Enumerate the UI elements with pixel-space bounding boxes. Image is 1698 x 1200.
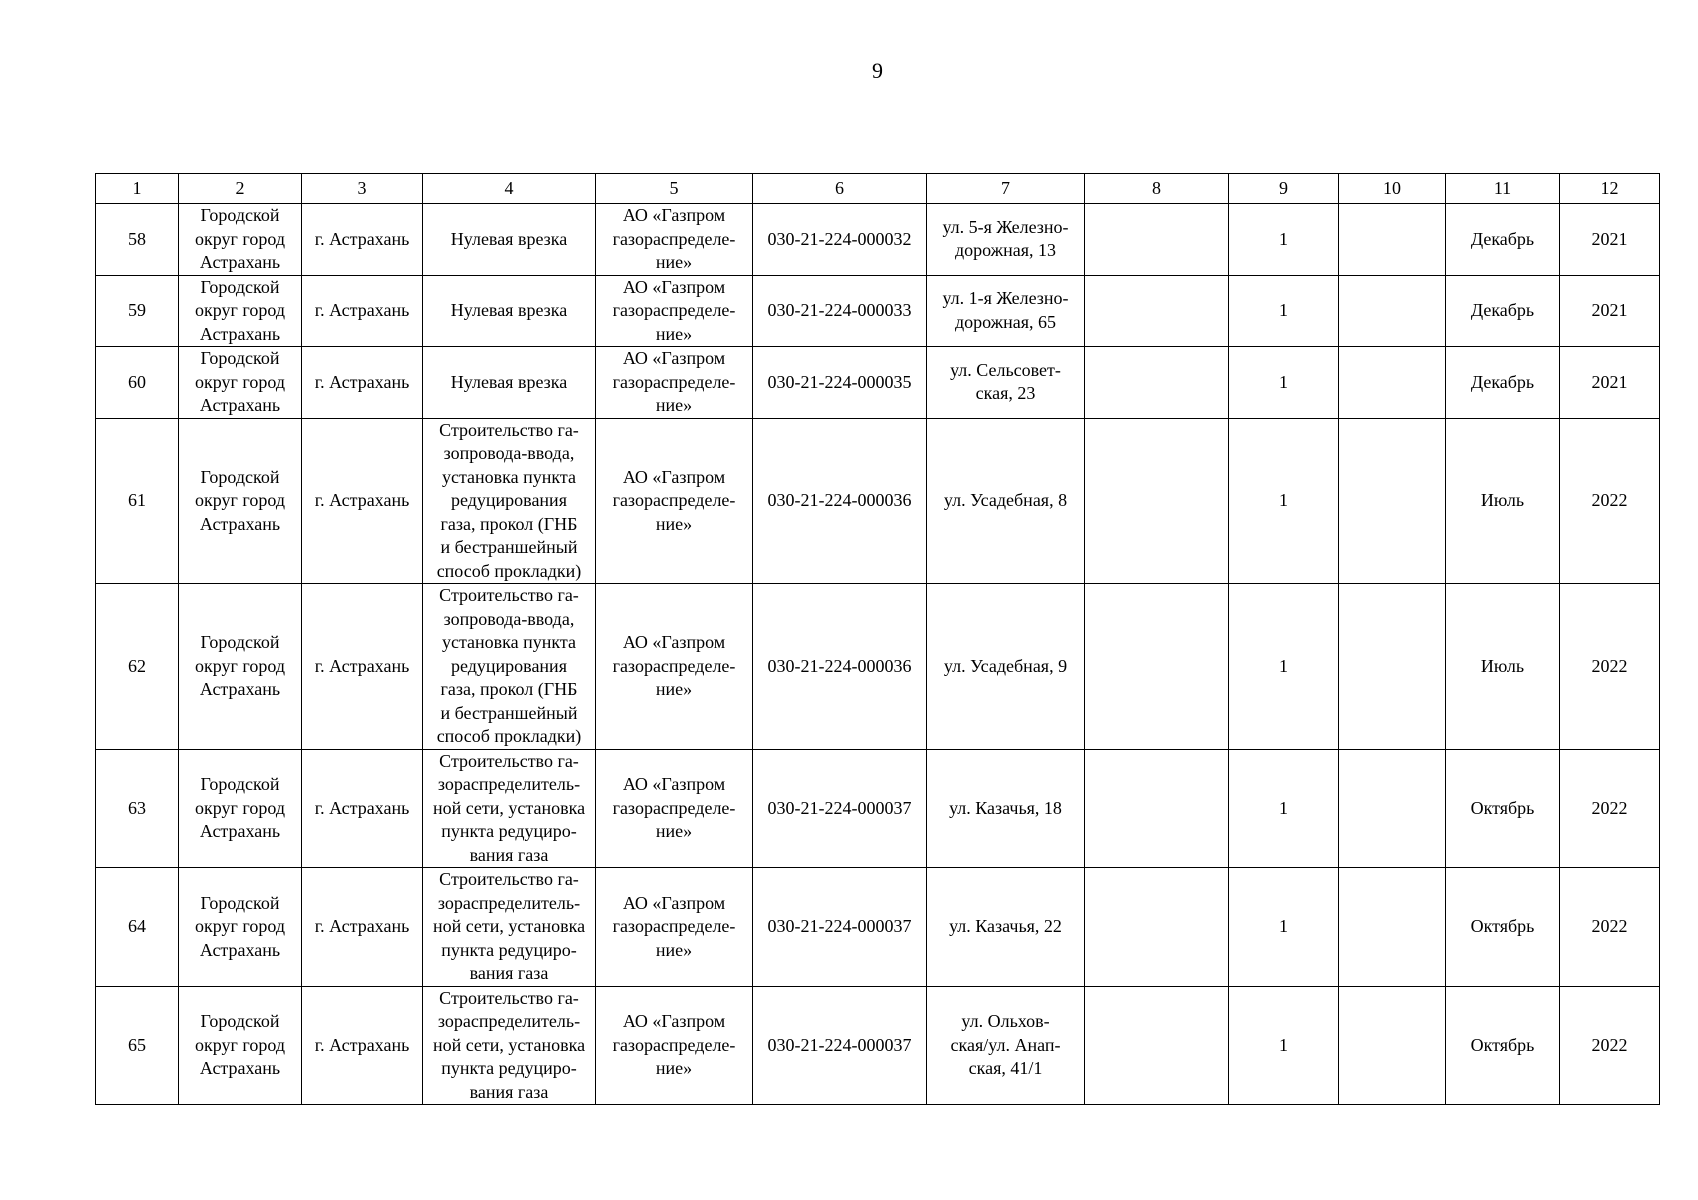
organization-line: ние» [655,513,693,534]
district-line: Астрахань [199,679,281,699]
district-cell [179,868,302,987]
organization-line: АО «Газпром [622,205,726,225]
quantity-cell: 1 [1229,275,1339,347]
work-type-line: ной сети, установка [432,1034,586,1055]
address-cell [927,418,1085,584]
column-10-cell [1339,584,1446,750]
organization-line: газораспределе- [612,371,736,392]
row-number-cell: 65 [96,986,179,1105]
district-cell [179,347,302,419]
column-10-cell [1339,418,1446,584]
month-cell: Октябрь [1446,749,1560,868]
work-type-cell [423,418,596,584]
work-type-cell [423,868,596,987]
organization-line: ние» [655,821,693,841]
month-cell: Октябрь [1446,986,1560,1105]
city-cell: г. Астрахань [302,986,423,1105]
work-type-line: вания газа [469,1081,549,1102]
gas-works-table [95,173,1660,1105]
work-type-line: Нулевая врезка [450,300,568,320]
quantity-cell: 1 [1229,868,1339,987]
row-number-cell: 63 [96,749,179,868]
year-cell: 2021 [1560,275,1660,347]
district-line: Городской [200,632,280,652]
organization-line: АО «Газпром [622,1011,726,1031]
district-line: округ город [195,916,285,936]
column-header: 11 [1446,174,1560,204]
city-cell: г. Астрахань [302,204,423,276]
work-type-line: зопровода-ввода, [443,443,575,463]
month-cell: Декабрь [1446,275,1560,347]
organization-line: газораспределе- [612,1034,736,1055]
table-row [96,986,1660,1105]
work-type-line: Строительство га- [439,869,579,889]
row-number-cell: 59 [96,275,179,347]
object-code-cell: 030-21-224-000036 [753,418,927,584]
column-header: 1 [96,174,179,204]
table-row [96,204,1660,276]
column-10-cell [1339,986,1446,1105]
month-cell: Октябрь [1446,868,1560,987]
district-cell [179,204,302,276]
column-header: 6 [753,174,927,204]
city-cell: г. Астрахань [302,868,423,987]
quantity-cell: 1 [1229,347,1339,419]
work-type-line: вания газа [469,844,549,865]
organization-cell [596,868,753,987]
object-code-cell: 030-21-224-000037 [753,986,927,1105]
work-type-cell [423,275,596,347]
district-line: округ город [195,1034,285,1055]
organization-line: газораспределе- [612,797,736,818]
column-8-cell [1085,347,1229,419]
city-cell: г. Астрахань [302,584,423,750]
organization-line: газораспределе- [612,490,736,510]
address-line: ул. 1-я Железно- [942,288,1069,309]
organization-cell [596,418,753,584]
organization-cell [596,986,753,1105]
header-row [96,174,1660,204]
address-line: ул. Сельсовет- [950,359,1061,380]
column-8-cell [1085,275,1229,347]
address-cell [927,347,1085,419]
work-type-line: Строительство га- [439,987,579,1008]
work-type-cell [423,347,596,419]
organization-line: ние» [655,679,693,699]
district-cell [179,749,302,868]
district-line: Городской [200,892,280,913]
district-line: Астрахань [199,395,281,415]
organization-line: газораспределе- [612,300,736,320]
organization-line: ние» [655,939,693,960]
year-cell: 2022 [1560,868,1660,987]
month-cell: Декабрь [1446,347,1560,419]
quantity-cell: 1 [1229,418,1339,584]
column-header: 7 [927,174,1085,204]
column-header: 4 [423,174,596,204]
address-line: дорожная, 13 [954,240,1057,261]
column-header: 9 [1229,174,1339,204]
district-line: Астрахань [199,939,281,960]
address-cell [927,986,1085,1105]
row-number-cell: 58 [96,204,179,276]
year-cell: 2022 [1560,986,1660,1105]
organization-line: ние» [655,1058,693,1078]
organization-line: ние» [655,323,693,344]
column-10-cell [1339,749,1446,868]
work-type-line: редуцирования [451,655,567,676]
work-type-line: газа, прокол (ГНБ [440,513,578,534]
organization-line: АО «Газпром [622,348,726,368]
work-type-line: пункта редуциро- [441,1058,577,1078]
district-line: Астрахань [199,513,281,534]
organization-line: АО «Газпром [622,632,726,652]
quantity-cell: 1 [1229,749,1339,868]
object-code-cell: 030-21-224-000035 [753,347,927,419]
city-cell: г. Астрахань [302,275,423,347]
organization-cell [596,204,753,276]
address-cell [927,275,1085,347]
work-type-line: и бестраншейный [440,702,578,723]
work-type-line: Нулевая врезка [450,371,568,392]
work-type-line: установка пункта [441,632,576,652]
district-line: округ город [195,797,285,818]
year-cell: 2022 [1560,749,1660,868]
district-line: Астрахань [199,1058,281,1078]
district-line: округ город [195,228,285,249]
column-header: 5 [596,174,753,204]
district-line: Городской [200,348,280,368]
work-type-line: пункта редуциро- [441,939,577,960]
district-line: Астрахань [199,252,281,272]
column-header: 12 [1560,174,1660,204]
month-cell: Июль [1446,418,1560,584]
table-row [96,418,1660,584]
quantity-cell: 1 [1229,584,1339,750]
column-8-cell [1085,868,1229,987]
month-cell: Июль [1446,584,1560,750]
column-10-cell [1339,347,1446,419]
work-type-line: зопровода-ввода, [443,608,575,629]
column-10-cell [1339,275,1446,347]
work-type-line: Строительство га- [439,419,579,440]
organization-line: газораспределе- [612,228,736,249]
column-header: 3 [302,174,423,204]
address-cell [927,868,1085,987]
year-cell: 2021 [1560,347,1660,419]
table-row [96,347,1660,419]
column-8-cell [1085,584,1229,750]
column-8-cell [1085,749,1229,868]
organization-cell [596,749,753,868]
column-10-cell [1339,868,1446,987]
work-type-line: зораспределитель- [437,774,581,794]
quantity-cell: 1 [1229,986,1339,1105]
address-line: ул. Усадебная, 9 [943,655,1068,676]
address-cell [927,204,1085,276]
work-type-line: зораспределитель- [437,1011,581,1031]
column-8-cell [1085,418,1229,584]
work-type-line: ной сети, установка [432,916,586,936]
address-line: дорожная, 65 [954,311,1057,332]
work-type-line: способ прокладки) [436,726,582,746]
organization-line: АО «Газпром [622,774,726,794]
month-cell: Декабрь [1446,204,1560,276]
table-row [96,749,1660,868]
column-8-cell [1085,986,1229,1105]
work-type-line: редуцирования [451,490,567,510]
column-header: 10 [1339,174,1446,204]
column-header: 2 [179,174,302,204]
organization-line: газораспределе- [612,916,736,936]
address-line: ул. Усадебная, 8 [943,490,1068,510]
district-cell [179,275,302,347]
table-row [96,584,1660,750]
work-type-cell [423,986,596,1105]
work-type-line: установка пункта [441,466,576,487]
address-line: ская, 41/1 [968,1058,1043,1078]
work-type-line: зораспределитель- [437,892,581,913]
row-number-cell: 61 [96,418,179,584]
district-line: Городской [200,205,280,225]
address-line: ская/ул. Анап- [950,1034,1061,1055]
object-code-cell: 030-21-224-000036 [753,584,927,750]
organization-line: ние» [655,252,693,272]
city-cell: г. Астрахань [302,347,423,419]
object-code-cell: 030-21-224-000033 [753,275,927,347]
city-cell: г. Астрахань [302,749,423,868]
column-8-cell [1085,204,1229,276]
organization-line: газораспределе- [612,655,736,676]
object-code-cell: 030-21-224-000037 [753,749,927,868]
city-cell: г. Астрахань [302,418,423,584]
work-type-cell [423,584,596,750]
address-line: ская, 23 [975,383,1036,404]
district-cell [179,584,302,750]
district-line: Городской [200,774,280,794]
work-type-line: вания газа [469,963,549,983]
district-line: Городской [200,466,280,487]
work-type-line: газа, прокол (ГНБ [440,679,578,699]
page-number: 9 [872,58,883,83]
district-line: Астрахань [199,821,281,841]
work-type-line: Строительство га- [439,750,579,771]
district-line: округ город [195,300,285,320]
work-type-line: Строительство га- [439,585,579,605]
address-cell [927,749,1085,868]
row-number-cell: 60 [96,347,179,419]
organization-line: АО «Газпром [622,892,726,913]
work-type-line: Нулевая врезка [450,228,568,249]
district-cell [179,986,302,1105]
organization-cell [596,347,753,419]
organization-cell [596,584,753,750]
organization-cell [596,275,753,347]
year-cell: 2022 [1560,584,1660,750]
year-cell: 2022 [1560,418,1660,584]
work-type-line: ной сети, установка [432,797,586,818]
address-cell [927,584,1085,750]
work-type-line: пункта редуциро- [441,821,577,841]
object-code-cell: 030-21-224-000037 [753,868,927,987]
work-type-cell [423,749,596,868]
row-number-cell: 64 [96,868,179,987]
district-line: Астрахань [199,323,281,344]
quantity-cell: 1 [1229,204,1339,276]
work-type-line: и бестраншейный [440,537,578,557]
column-10-cell [1339,204,1446,276]
district-line: Городской [200,1011,280,1031]
work-type-cell [423,204,596,276]
address-line: ул. Ольхов- [961,1011,1050,1031]
column-header: 8 [1085,174,1229,204]
table-row [96,275,1660,347]
district-line: округ город [195,371,285,392]
object-code-cell: 030-21-224-000032 [753,204,927,276]
address-line: ул. Казачья, 18 [949,797,1062,818]
row-number-cell: 62 [96,584,179,750]
address-line: ул. Казачья, 22 [949,916,1062,936]
table-row [96,868,1660,987]
work-type-line: способ прокладки) [436,560,582,581]
district-line: Городской [200,276,280,297]
organization-line: ние» [655,395,693,415]
district-cell [179,418,302,584]
organization-line: АО «Газпром [622,466,726,487]
address-line: ул. 5-я Железно- [942,216,1069,237]
district-line: округ город [195,490,285,510]
district-line: округ город [195,655,285,676]
organization-line: АО «Газпром [622,276,726,297]
year-cell: 2021 [1560,204,1660,276]
